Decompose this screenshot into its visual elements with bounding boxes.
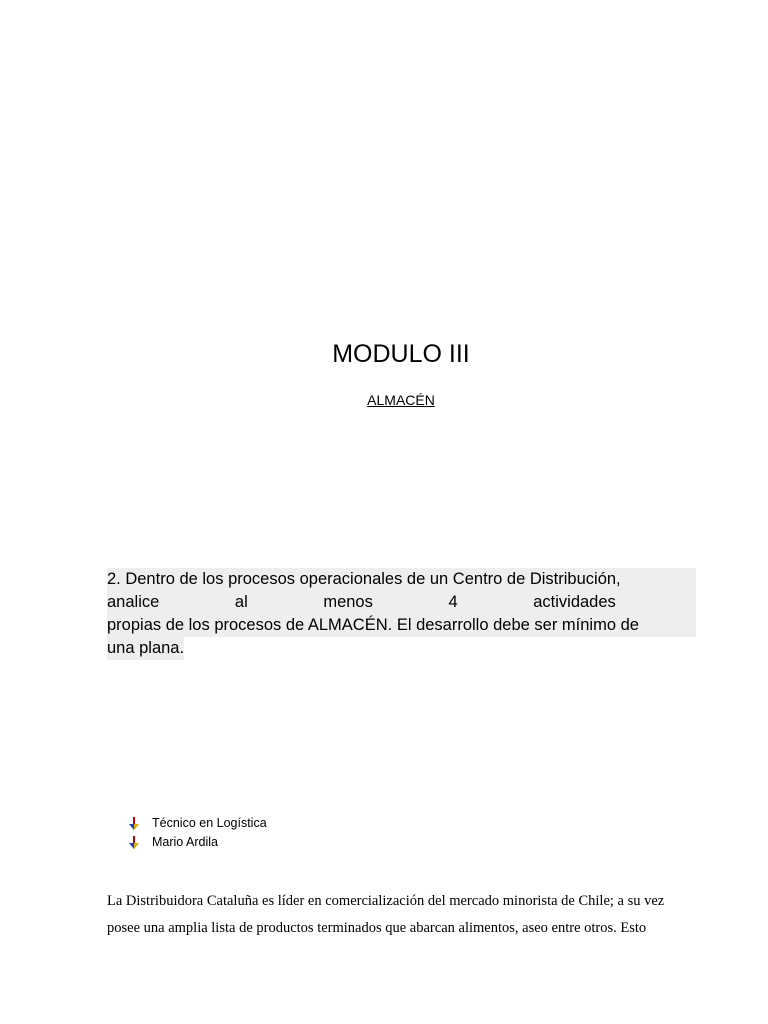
question-spacer (691, 591, 696, 614)
question-line-2 (107, 591, 696, 614)
document-subtitle: ALMACÉN (367, 392, 435, 408)
list-item-text: Mario Ardila (152, 835, 218, 849)
body-paragraph (107, 888, 707, 942)
question-word: al (234, 593, 248, 611)
question-word: analice (107, 593, 160, 611)
question-line-4: una plana. (107, 637, 184, 660)
arrow-down-icon (128, 836, 140, 850)
list-item (128, 833, 267, 852)
question-line-1: 2. Dentro de los procesos operacionales de un Centro de Distribución, (107, 568, 696, 591)
question-word: menos (323, 593, 373, 611)
arrow-down-icon (128, 817, 140, 831)
document-title: MODULO III (332, 340, 470, 368)
list-item-text: Técnico en Logística (152, 816, 267, 830)
author-list (128, 814, 267, 852)
question-block (107, 568, 696, 660)
list-item (128, 814, 267, 833)
body-line-2: posee una amplia lista de productos terminados que abarcan alimentos, aseo entre otros. Esto (107, 920, 647, 936)
body-line-1: La Distribuidora Cataluña es líder en comercialización del mercado minorista de Chile; a su vez (107, 893, 665, 909)
question-word: 4 (448, 593, 458, 611)
question-line-3: propias de los procesos de ALMACÉN. El desarrollo debe ser mínimo de (107, 614, 696, 637)
question-word: actividades (533, 593, 616, 611)
